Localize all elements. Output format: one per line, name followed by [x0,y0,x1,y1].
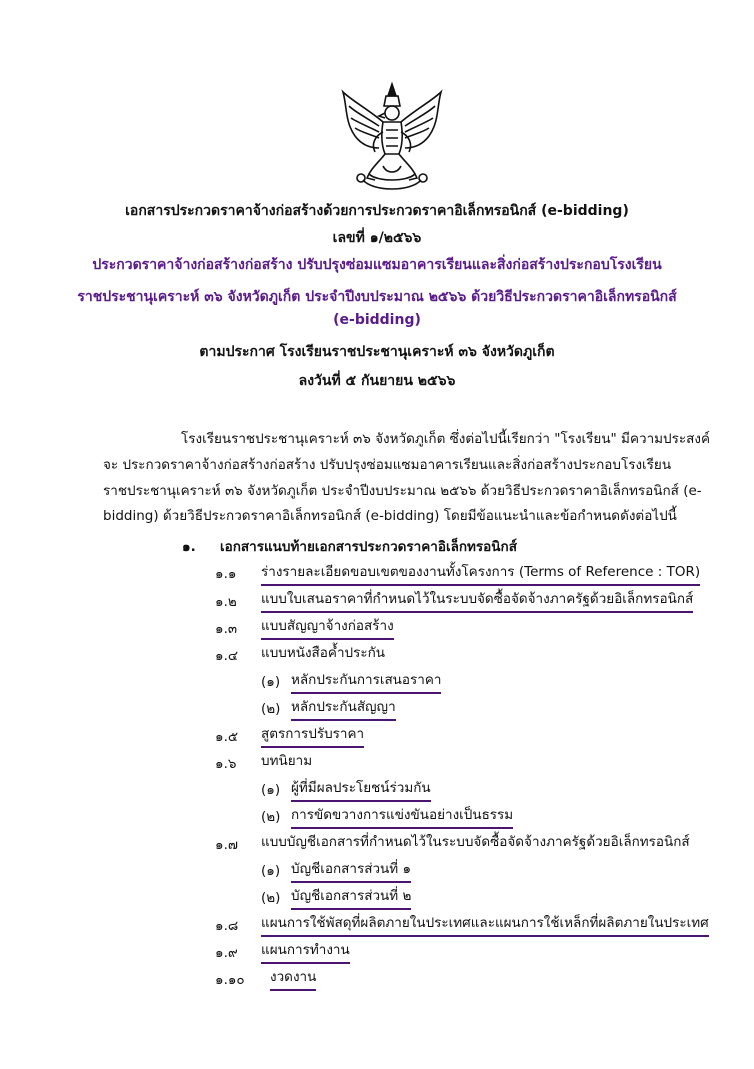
attachment-link-fair-competition[interactable]: การขัดขวางการแข่งขันอย่างเป็นธรรม [291,803,513,829]
attachment-link-document-list-part-2[interactable]: บัญชีเอกสารส่วนที่ ๒ [291,884,411,910]
attachment-link-work-plan[interactable]: แผนการทำงาน [261,938,350,964]
item-number: ๑.๒ [215,594,237,610]
item-label-guarantee-forms: แบบหนังสือค้ำประกัน [261,645,385,661]
attachment-link-bid-guarantee[interactable]: หลักประกันการเสนอราคา [291,668,441,694]
sub-item-number: (๑) [261,674,281,690]
item-number: ๑.๑๐ [215,972,245,988]
document-number: เลขที่ ๑/๒๕๖๖ [332,230,422,246]
attachment-link-contract-guarantee[interactable]: หลักประกันสัญญา [291,695,396,721]
project-title-line-1: ประกวดราคาจ้างก่อสร้างก่อสร้าง ปรับปรุงซ่อมแซมอาคารเรียนและสิ่งก่อสร้างประกอบโรงเรียน [92,257,662,273]
attachment-link-price-adjustment[interactable]: สูตรการปรับราคา [261,722,364,748]
attachment-link-document-list-part-1[interactable]: บัญชีเอกสารส่วนที่ ๑ [291,857,411,883]
item-number: ๑.๔ [215,648,239,664]
attachment-link-tor[interactable]: ร่างรายละเอียดขอบเขตของงานทั้งโครงการ (Terms of Reference : TOR) [261,560,700,586]
item-number: ๑.๘ [215,918,239,934]
item-number: ๑.๓ [215,621,238,637]
item-label-document-list: แบบบัญชีเอกสารที่กำหนดไว้ในระบบจัดซื้อจัดจ้างภาครัฐด้วยอิเล็กทรอนิกส์ [261,834,690,850]
date-line: ลงวันที่ ๕ กันยายน ๒๕๖๖ [298,373,456,389]
sub-item-number: (๒) [261,809,281,825]
intro-line-3: ราชประชานุเคราะห์ ๓๖ จังหวัดภูเก็ต ประจำปีงบประมาณ ๒๕๖๖ ด้วยวิธีประกวดราคาอิเล็กทรอนิกส์ (e- [103,483,702,499]
section-number: ๑. [182,539,196,555]
section-heading: เอกสารแนบท้ายเอกสารประกวดราคาอิเล็กทรอนิกส์ [220,539,517,555]
project-title-line-3: (e-bidding) [333,312,421,328]
intro-line-4: bidding) ด้วยวิธีประกวดราคาอิเล็กทรอนิกส์ (e-bidding) โดยมีข้อแนะนำและข้อกำหนดดังต่อไปนี้ [103,508,677,524]
item-number: ๑.๙ [215,945,238,961]
sub-item-number: (๒) [261,890,281,906]
attachment-link-bid-form[interactable]: แบบใบเสนอราคาที่กำหนดไว้ในระบบจัดซื้อจัดจ้างภาครัฐด้วยอิเล็กทรอนิกส์ [261,587,693,613]
project-title-line-2: ราชประชานุเคราะห์ ๓๖ จังหวัดภูเก็ต ประจำปีงบประมาณ ๒๕๖๖ ด้วยวิธีประกวดราคาอิเล็กทรอนิกส์ [77,289,677,305]
sub-item-number: (๒) [261,701,281,717]
intro-line-1: โรงเรียนราชประชานุเคราะห์ ๓๖ จังหวัดภูเก็ต ซึ่งต่อไปนี้เรียกว่า "โรงเรียน" มีความประสงค์ [181,431,710,447]
sub-item-number: (๑) [261,782,281,798]
attachment-link-contract[interactable]: แบบสัญญาจ้างก่อสร้าง [261,614,394,640]
document-title: เอกสารประกวดราคาจ้างก่อสร้างด้วยการประกวดราคาอิเล็กทรอนิกส์ (e-bidding) [125,203,629,219]
attachment-link-work-installments[interactable]: งวดงาน [270,965,316,991]
item-number: ๑.๖ [215,756,237,772]
item-number: ๑.๕ [215,729,239,745]
announcement-line: ตามประกาศ โรงเรียนราชประชานุเคราะห์ ๓๖ จังหวัดภูเก็ต [199,344,555,360]
attachment-link-joint-interest[interactable]: ผู้ที่มีผลประโยชน์ร่วมกัน [291,776,431,802]
item-label-definitions: บทนิยาม [261,753,313,769]
intro-line-2: จะ ประกวดราคาจ้างก่อสร้างก่อสร้าง ปรับปรุงซ่อมแซมอาคารเรียนและสิ่งก่อสร้างประกอบโรงเรียน [103,457,672,473]
garuda-emblem [339,82,445,194]
sub-item-number: (๑) [261,863,281,879]
attachment-link-domestic-materials-plan[interactable]: แผนการใช้พัสดุที่ผลิตภายในประเทศและแผนการใช้เหล็กที่ผลิตภายในประเทศ [261,911,709,937]
item-number: ๑.๗ [215,837,239,853]
item-number: ๑.๑ [215,566,237,582]
